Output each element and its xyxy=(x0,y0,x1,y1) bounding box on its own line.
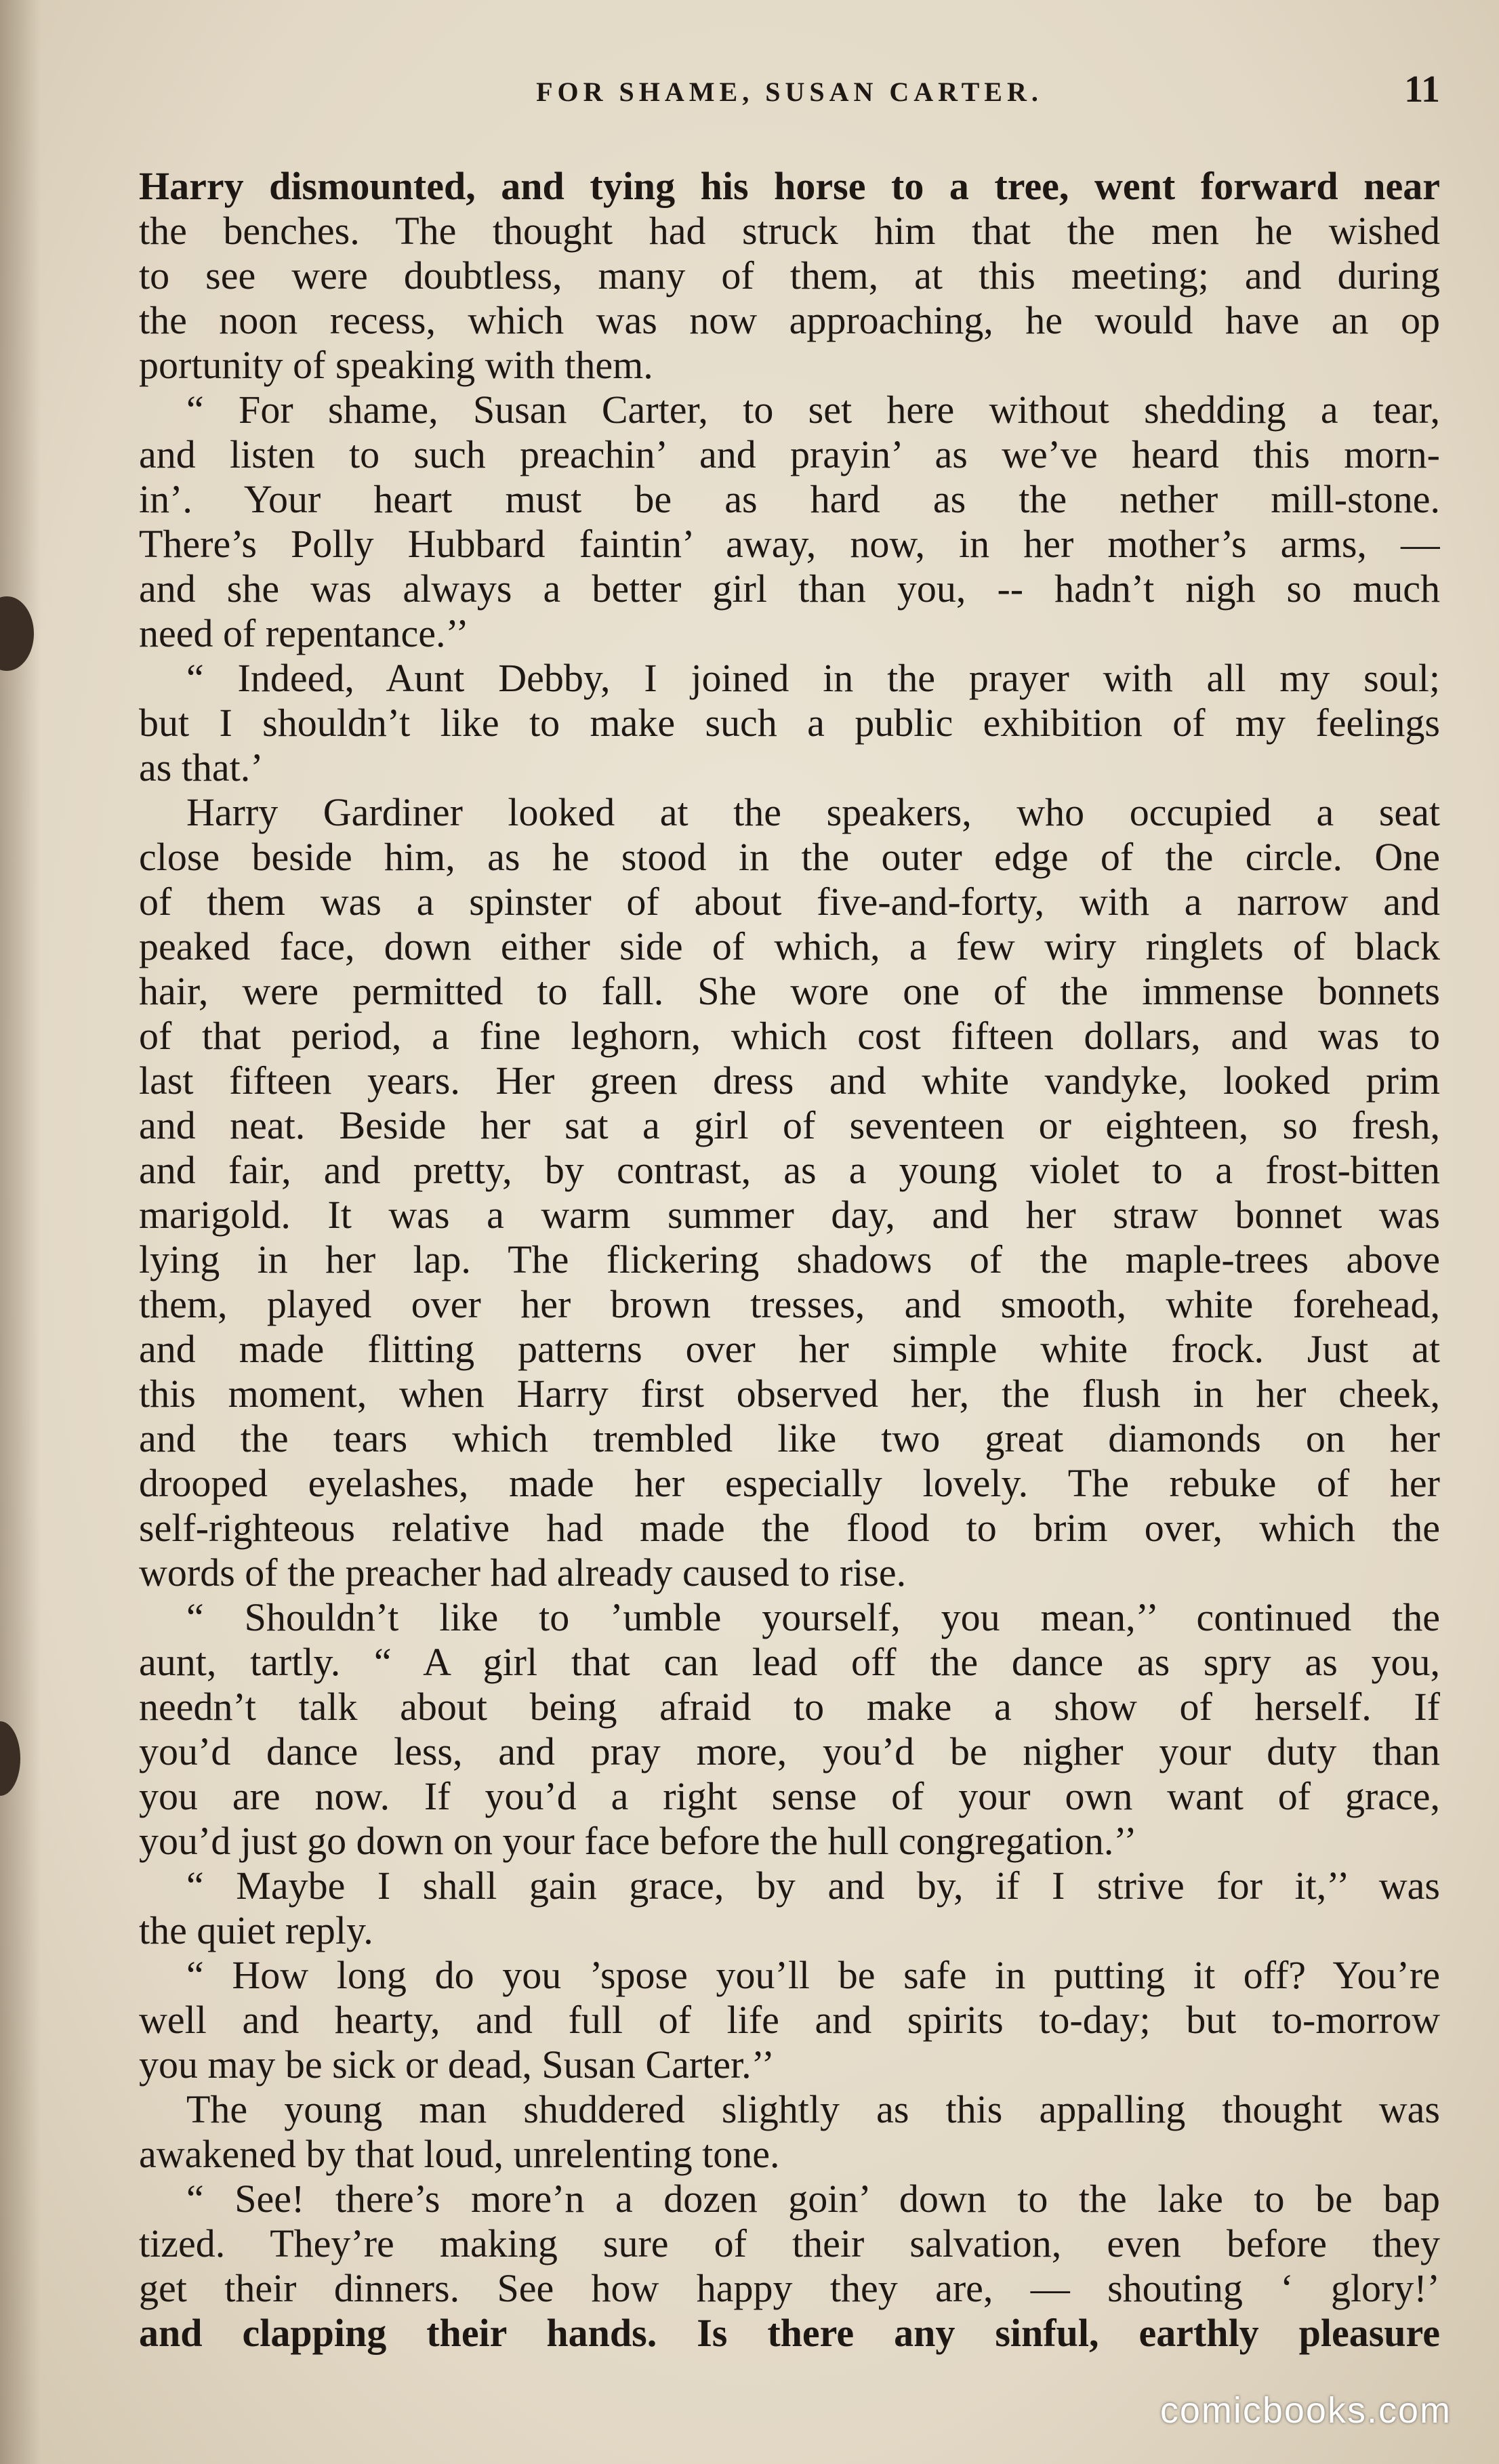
text-line: you are now. If you’d a right sense of your own want of grace, xyxy=(139,1774,1440,1818)
text-line: get their dinners. See how happy they are, — shouting ‘ glory!’ xyxy=(139,2266,1440,2310)
watermark: comicbooks.com xyxy=(1159,2390,1452,2431)
text-line: and listen to such preachin’ and prayin’ as we’ve heard this morn- xyxy=(139,432,1440,476)
text-line: Harry Gardiner looked at the speakers, who occupied a seat xyxy=(186,790,1440,834)
text-line: in’. Your heart must be as hard as the nether mill-stone. xyxy=(139,477,1440,521)
text-line: “ For shame, Susan Carter, to set here without shedding a tear, xyxy=(186,388,1440,432)
text-line: you’d dance less, and pray more, you’d be nigher your duty than xyxy=(139,1729,1440,1773)
text-line: and made flitting patterns over her simple white frock. Just at xyxy=(139,1327,1440,1371)
text-line: awakened by that loud, unrelenting tone. xyxy=(139,2132,780,2176)
text-line: you’d just go down on your face before the hull congregation.’’ xyxy=(139,1819,1137,1863)
text-line: “ Maybe I shall gain grace, by and by, if I strive for it,’’ was xyxy=(186,1864,1440,1908)
text-line: well and hearty, and full of life and spirits to-day; but to-morrow xyxy=(139,1998,1440,2042)
text-line: The young man shuddered slightly as this appalling thought was xyxy=(186,2087,1440,2131)
body-text xyxy=(139,164,1440,2356)
text-line: the benches. The thought had struck him that the men he wished xyxy=(139,209,1440,253)
text-line: to see were doubtless, many of them, at this meeting; and during xyxy=(139,253,1440,297)
page-edge-shadow xyxy=(0,0,41,2464)
text-line: the quiet reply. xyxy=(139,1908,373,1952)
text-line: drooped eyelashes, made her especially lovely. The rebuke of her xyxy=(139,1461,1440,1505)
text-line: last fifteen years. Her green dress and white vandyke, looked prim xyxy=(139,1059,1440,1103)
text-line: “ Indeed, Aunt Debby, I joined in the prayer with all my soul; xyxy=(186,656,1440,700)
text-line: the noon recess, which was now approaching, he would have an op xyxy=(139,298,1440,342)
text-line: Harry dismounted, and tying his horse to a tree, went forward near xyxy=(139,164,1440,208)
text-line: but I shouldn’t like to make such a public exhibition of my feelings xyxy=(139,701,1440,745)
page-header xyxy=(139,68,1440,129)
text-line: and fair, and pretty, by contrast, as a young violet to a frost-bitten xyxy=(139,1148,1440,1192)
text-line: as that.’ xyxy=(139,745,264,789)
text-line: you may be sick or dead, Susan Carter.’’ xyxy=(139,2042,775,2087)
text-line: need of repentance.’’ xyxy=(139,611,469,655)
text-line: hair, were permitted to fall. She wore one of the immense bonnets xyxy=(139,969,1440,1013)
text-line: and clapping their hands. Is there any sinful, earthly pleasure xyxy=(139,2311,1440,2355)
text-line: them, played over her brown tresses, and smooth, white forehead, xyxy=(139,1282,1440,1326)
text-line: self-righteous relative had made the flood to brim over, which the xyxy=(139,1506,1440,1550)
running-title: FOR SHAME, SUSAN CARTER. xyxy=(536,77,1043,107)
text-line: and the tears which trembled like two great diamonds on her xyxy=(139,1416,1440,1460)
text-line: There’s Polly Hubbard faintin’ away, now, in her mother’s arms, — xyxy=(139,522,1440,566)
text-line: “ How long do you ’spose you’ll be safe in putting it off? You’re xyxy=(186,1953,1440,1997)
text-line: of them was a spinster of about five-and-forty, with a narrow and xyxy=(139,880,1440,924)
text-line: and neat. Beside her sat a girl of seventeen or eighteen, so fresh, xyxy=(139,1103,1440,1147)
text-line: aunt, tartly. “ A girl that can lead off the dance as spry as you, xyxy=(139,1640,1440,1684)
text-line: words of the preacher had already caused to rise. xyxy=(139,1551,907,1595)
text-line: peaked face, down either side of which, a few wiry ringlets of black xyxy=(139,924,1440,968)
page-number: 11 xyxy=(1404,68,1440,110)
text-line: and she was always a better girl than you, -- hadn’t nigh so much xyxy=(139,567,1440,611)
text-line: tized. They’re making sure of their salvation, even before they xyxy=(139,2221,1440,2265)
text-line: this moment, when Harry first observed her, the flush in her cheek, xyxy=(139,1372,1440,1416)
text-line: of that period, a fine leghorn, which cost fifteen dollars, and was to xyxy=(139,1014,1440,1058)
text-line: needn’t talk about being afraid to make a show of herself. If xyxy=(139,1685,1440,1729)
text-line: marigold. It was a warm summer day, and her straw bonnet was xyxy=(139,1193,1440,1237)
text-line: close beside him, as he stood in the outer edge of the circle. One xyxy=(139,835,1440,879)
text-line: lying in her lap. The flickering shadows of the maple-trees above xyxy=(139,1237,1440,1281)
text-line: “ Shouldn’t like to ’umble yourself, you mean,’’ continued the xyxy=(186,1595,1440,1639)
text-line: portunity of speaking with them. xyxy=(139,343,653,387)
text-line: “ See! there’s more’n a dozen goin’ down to the lake to be bap xyxy=(186,2177,1440,2221)
